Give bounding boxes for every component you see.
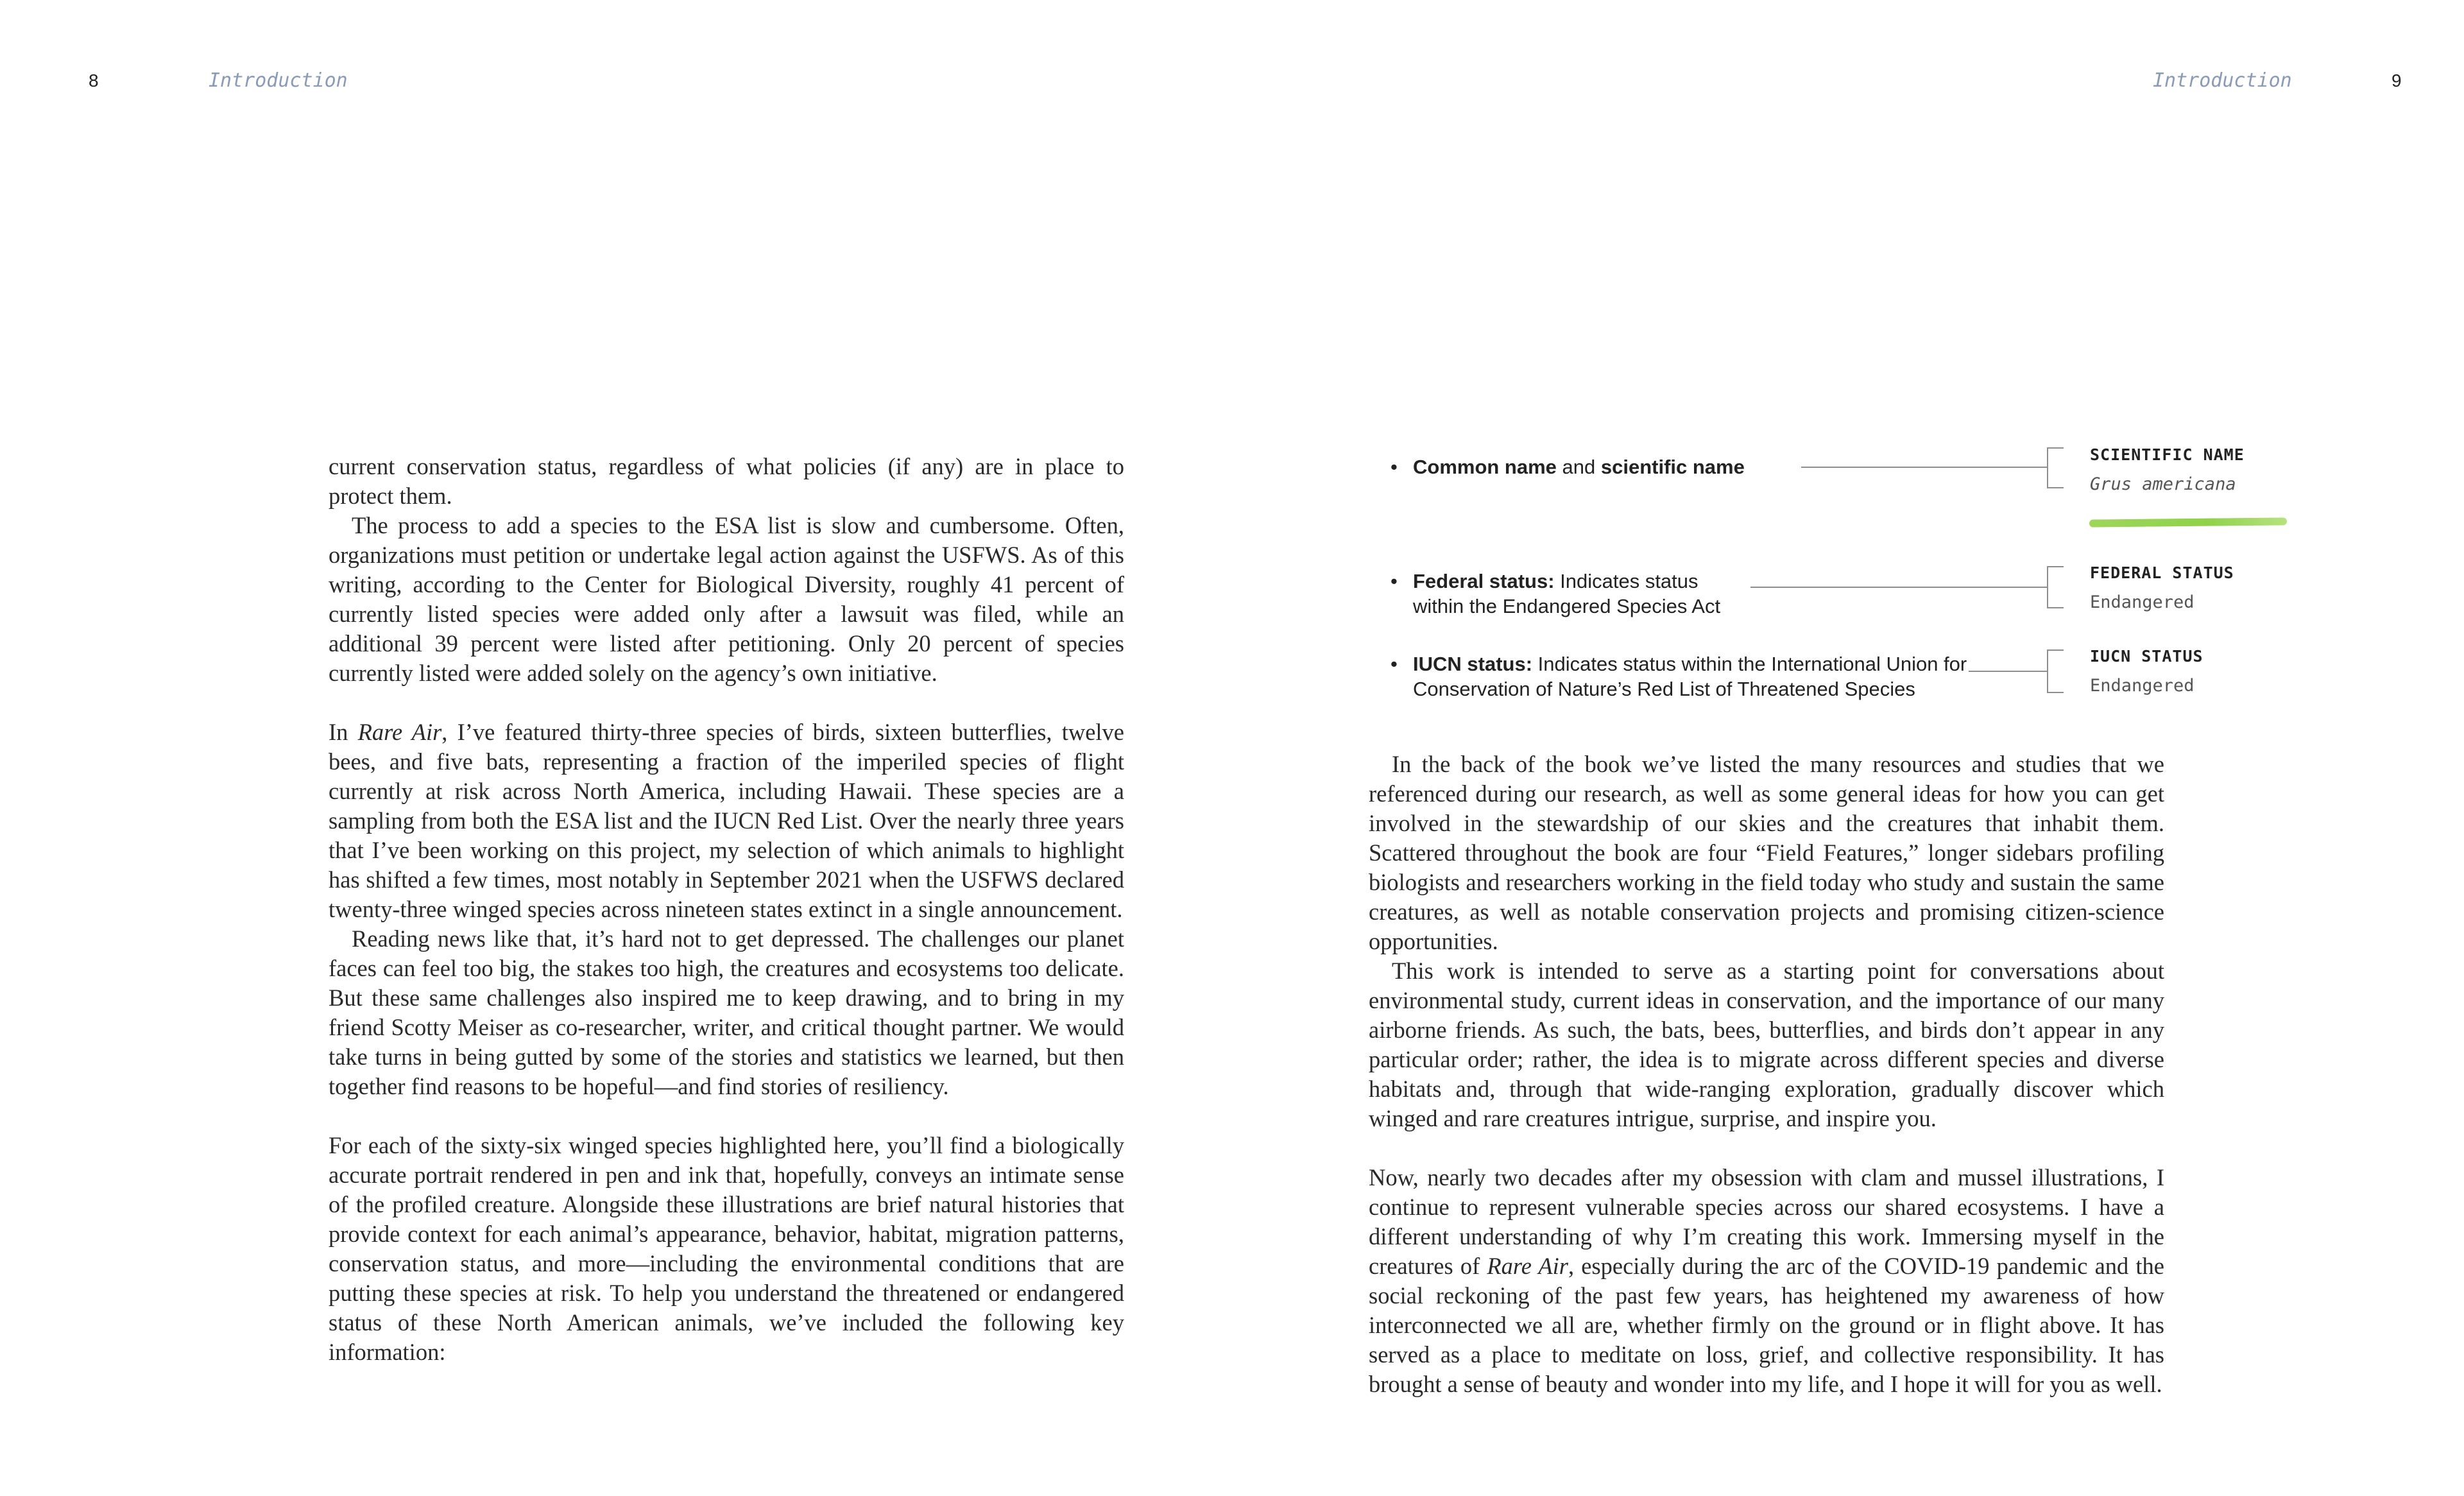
- tag-label-federal-status: FEDERAL STATUS: [2090, 563, 2234, 582]
- key-item-common-name: • Common name and scientific name: [1390, 456, 1745, 478]
- leader-line: [1801, 467, 2047, 468]
- paragraph: In Rare Air, I’ve featured thirty-three species of birds, sixteen butterflies, twelve bees, and five bats, representing a fraction of the imperiled species of flight currently at risk across North America, including Hawaii. These species are a sampling from both the ESA list and the IUCN Red List. Over the nearly three years that I’ve been working on this project, my selection of which animals to highlight has shifted a few times, most notably in September 2021 when the USFWS declared twenty-three winged species across nineteen states extinct in a single announcement.: [329, 719, 1125, 922]
- leader-line: [1750, 587, 2047, 588]
- running-head-right: Introduction: [2153, 69, 2292, 92]
- highlighter-stroke: [2089, 517, 2287, 527]
- paragraph: This work is intended to serve as a starting point for conversations about environmental study, current ideas in conservation, and the importance of our many airborne friends. As such, the bats, bees, butterflies, and birds don’t appear in any particular order; rather, the idea is to migrate across different species and diverse habitats and, through that wide-ranging exploration, gradually discover which winged and rare creatures intrigue, surprise, and inspire you.: [1369, 958, 2164, 1131]
- bullet: •: [1390, 456, 1398, 478]
- left-page-body: [329, 452, 1124, 1367]
- leader-line: [1969, 671, 2047, 672]
- paragraph: Reading news like that, it’s hard not to get depressed. The challenges our planet faces can feel too big, the stakes too high, the creatures and ecosystems too delicate. But these same challenges also inspired me to keep drawing, and to bring in my friend Scotty Meiser as co-researcher, writer, and critical thought partner. We would take turns in being gutted by some of the stories and statistics we learned, but then together find reasons to be hopeful—and find stories of resiliency.: [329, 925, 1124, 1099]
- tag-value-scientific-name: Grus americana: [2090, 474, 2236, 494]
- tag-label-scientific-name: SCIENTIFIC NAME: [2090, 445, 2245, 464]
- bracket: [2047, 566, 2064, 608]
- bullet: •: [1390, 570, 1398, 592]
- paragraph: For each of the sixty-six winged species highlighted here, you’ll find a biologically accurate portrait rendered in pen and ink that, hopefully, conveys an intimate sense of the profiled creature. Alongside these illustrations are brief natural histories that provide context for each animal’s appearance, behavior, habitat, migration patterns, conservation status, and more—including the environmental conditions that are putting these species at risk. To help you understand the threatened or endangered status of these North American animals, we’ve included the following key information:: [329, 1132, 1124, 1365]
- paragraph: Now, nearly two decades after my obsession with clam and mussel illustrations, I continue to represent vulnerable species across our shared ecosystems. I have a different understanding of why I’m creating this work. Immersing myself in the creatures of Rare Air, especially during the arc of the COVID-19 pandemic and the social reckoning of the past few years, has heightened my awareness of how interconnected we all are, whether firmly on the ground or in flight above. It has served as a place to meditate on loss, grief, and collective responsibility. It has brought a sense of beauty and wonder into my life, and I hope it will for you as well.: [1369, 1164, 2164, 1397]
- tag-value-federal-status: Endangered: [2090, 592, 2194, 612]
- bullet: •: [1390, 653, 1398, 675]
- bracket: [2047, 649, 2064, 693]
- key-item-federal-status: • Federal status: Indicates status within the Endangered Species Act: [1390, 570, 1721, 617]
- paragraph: In the back of the book we’ve listed the many resources and studies that we referenced during our research, as well as some general ideas for how you can get involved in the stewardship of our skies and the creatures that inhabit them. Scattered throughout the book are four “Field Features,” longer sidebars profiling biologists and researchers working in the field today who study and sustain the same creatures, as well as notable conservation projects and promising citizen-science opportunities.: [1369, 751, 2164, 954]
- right-page-body: [1369, 750, 2164, 1399]
- running-head-left: Introduction: [209, 69, 348, 92]
- page-number-left: 8: [89, 71, 99, 90]
- paragraph: The process to add a species to the ESA list is slow and cumbersome. Often, organizations must petition or undertake legal action against the USFWS. As of this writing, according to the Center for Biological Diversity, roughly 41 percent of currently listed species were added only after a lawsuit was filed, while an additional 39 percent were listed after petitioning. Only 20 percent of species currently listed were added solely on the agency’s own initiative.: [329, 512, 1124, 686]
- bracket: [2047, 447, 2064, 488]
- tag-label-iucn-status: IUCN STATUS: [2090, 647, 2203, 666]
- tag-value-iucn-status: Endangered: [2090, 676, 2194, 696]
- page-number-right: 9: [2391, 71, 2402, 90]
- paragraph: current conservation status, regardless of what policies (if any) are in place to protect them.: [329, 453, 1124, 509]
- key-item-iucn-status: • IUCN status: Indicates status within the International Union for Conservation of Nature’s Red List of Threatened Species: [1390, 653, 1967, 700]
